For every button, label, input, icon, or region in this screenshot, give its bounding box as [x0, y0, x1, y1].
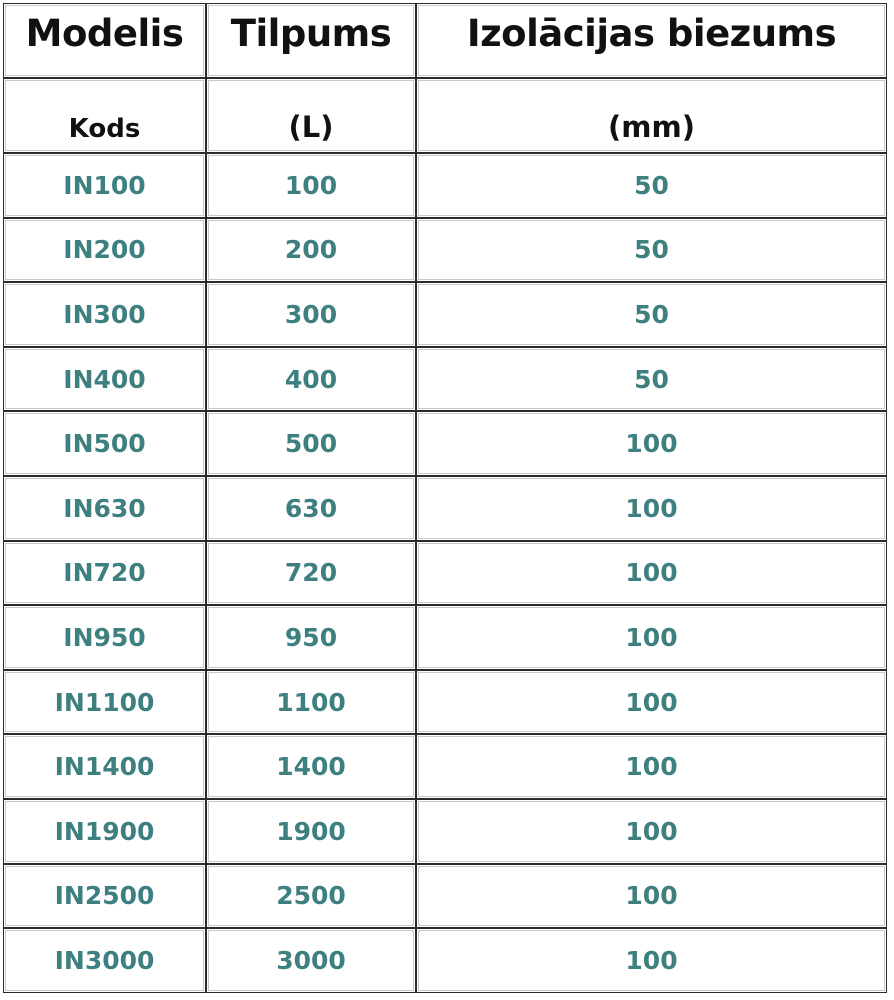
header-modelis: Modelis	[3, 3, 206, 78]
header-unit-mm: (mm)	[416, 78, 887, 153]
table-row	[3, 476, 887, 541]
header-row-top	[3, 3, 887, 78]
insulation-cell: 100	[416, 670, 887, 735]
table-row	[3, 411, 887, 476]
volume-cell: 1400	[206, 734, 416, 799]
model-code-cell: IN100	[3, 153, 206, 218]
volume-cell: 500	[206, 411, 416, 476]
volume-cell: 200	[206, 218, 416, 283]
insulation-cell: 50	[416, 218, 887, 283]
insulation-cell: 50	[416, 153, 887, 218]
table-row	[3, 218, 887, 283]
volume-cell: 300	[206, 282, 416, 347]
model-code-cell: IN300	[3, 282, 206, 347]
volume-cell: 400	[206, 347, 416, 412]
table-row	[3, 928, 887, 993]
volume-cell: 1900	[206, 799, 416, 864]
insulation-cell: 100	[416, 864, 887, 929]
model-code-cell: IN1400	[3, 734, 206, 799]
table-row	[3, 347, 887, 412]
volume-cell: 1100	[206, 670, 416, 735]
model-code-cell: IN1900	[3, 799, 206, 864]
header-kods: Kods	[3, 78, 206, 153]
model-code-cell: IN2500	[3, 864, 206, 929]
volume-cell: 2500	[206, 864, 416, 929]
table-row	[3, 153, 887, 218]
insulation-cell: 100	[416, 928, 887, 993]
specs-table	[3, 3, 887, 993]
table-row	[3, 670, 887, 735]
model-code-cell: IN200	[3, 218, 206, 283]
model-code-cell: IN1100	[3, 670, 206, 735]
table-row	[3, 799, 887, 864]
header-izolacijas-biezums: Izolācijas biezums	[416, 3, 887, 78]
header-tilpums: Tilpums	[206, 3, 416, 78]
insulation-cell: 100	[416, 734, 887, 799]
model-code-cell: IN3000	[3, 928, 206, 993]
table-row	[3, 282, 887, 347]
model-code-cell: IN400	[3, 347, 206, 412]
insulation-cell: 100	[416, 799, 887, 864]
insulation-cell: 100	[416, 411, 887, 476]
insulation-cell: 100	[416, 476, 887, 541]
table-row	[3, 541, 887, 606]
header-unit-liters: (L)	[206, 78, 416, 153]
insulation-cell: 50	[416, 347, 887, 412]
table-row	[3, 734, 887, 799]
header-row-units	[3, 78, 887, 153]
table-body	[3, 3, 887, 993]
volume-cell: 630	[206, 476, 416, 541]
table-row	[3, 605, 887, 670]
model-code-cell: IN720	[3, 541, 206, 606]
model-code-cell: IN500	[3, 411, 206, 476]
model-code-cell: IN950	[3, 605, 206, 670]
volume-cell: 950	[206, 605, 416, 670]
insulation-cell: 50	[416, 282, 887, 347]
volume-cell: 100	[206, 153, 416, 218]
insulation-cell: 100	[416, 541, 887, 606]
model-code-cell: IN630	[3, 476, 206, 541]
volume-cell: 3000	[206, 928, 416, 993]
table-row	[3, 864, 887, 929]
volume-cell: 720	[206, 541, 416, 606]
insulation-cell: 100	[416, 605, 887, 670]
